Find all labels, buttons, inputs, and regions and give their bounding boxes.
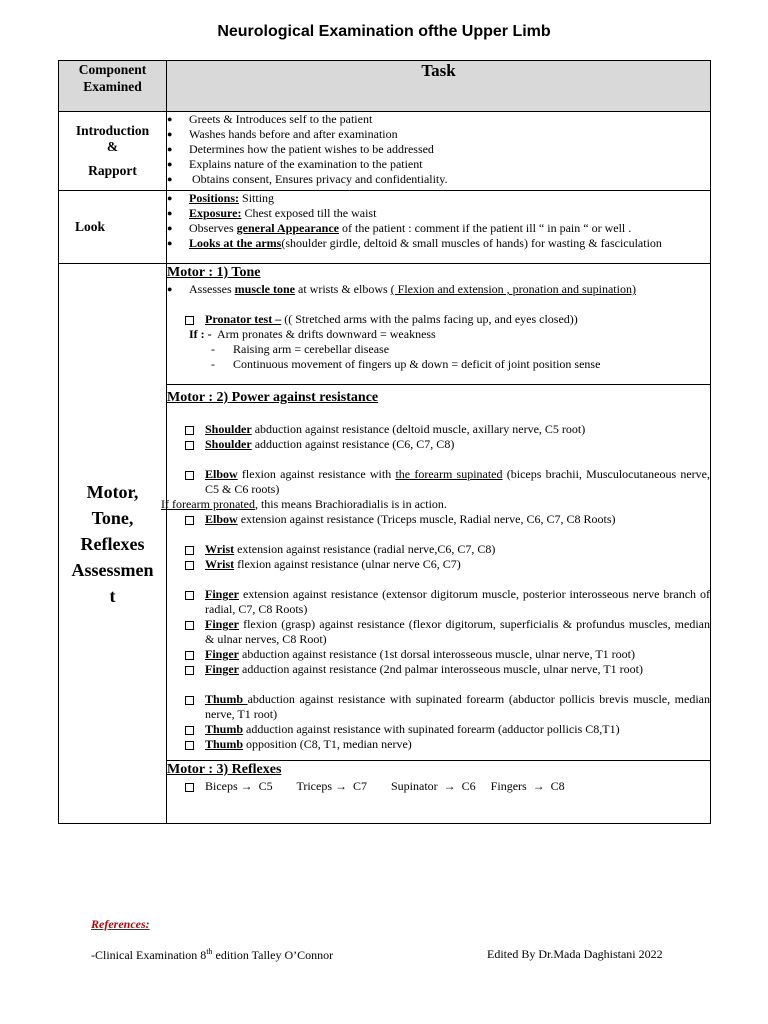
list-item [167,512,710,527]
observes-text: of the patient : comment if the patient ill “ in pain “ or well . [338,221,632,235]
shoulder-label: Shoulder [205,437,252,451]
component-header: Component Examined [59,61,167,112]
item-text: adduction against resistance (2nd palmar interosseous muscle, ulnar nerve, T1 root) [239,662,643,676]
observes-text: Observes [189,221,237,235]
list-item [167,221,710,236]
if-text: Arm pronates & drifts downward = weakness [211,327,436,341]
reflexes-section [167,761,711,824]
arms-text: (shoulder girdle, deltoid & small muscles of hands) for wasting & fasciculation [281,236,662,250]
ref-text: edition Talley O’Connor [212,948,334,962]
tone-section [167,264,711,385]
item-text: abduction against resistance (deltoid muscle, axillary nerve, C5 root) [251,422,586,436]
introduction-label [59,112,167,191]
label-line: Assessmen [71,559,154,580]
list-item: ● Explains nature of the examination to the patient [167,157,710,172]
label-line: & [106,139,119,154]
item-text: flexion (grasp) against resistance (flexor digitorum, superficialis & profundus muscles, median & ulnar nerves, C8 Root) [205,617,710,646]
label-line: Reflexes [80,533,145,554]
list-item [167,191,710,206]
list-item [167,467,710,497]
shoulder-label: Shoulder [205,422,252,436]
reflexes-heading: Motor : 3) Reflexes [167,762,282,777]
item-text: extension against resistance (Triceps muscle, Radial nerve, C6, C7, C8 Roots) [237,512,616,526]
positions-label: Positions: [189,191,240,205]
finger-label: Finger [205,617,239,631]
list-item [167,692,710,722]
list-item: - Raising arm = cerebellar disease [167,342,710,357]
list-item [167,557,710,572]
list-item [167,282,710,297]
table-row-look [59,191,711,264]
wrist-label: Wrist [205,542,235,556]
thumb-label: Thumb [205,722,244,736]
finger-label: Finger [205,587,239,601]
ref-sup: th [206,947,213,956]
list-item [167,737,710,752]
label-line: t [109,585,116,606]
list-item [167,437,710,452]
list-item: ● Greets & Introduces self to the patient [167,112,710,127]
introduction-tasks [167,112,711,191]
forearm-pronated: If forearm pronated [161,497,255,511]
list-item [167,542,710,557]
page-title: Neurological Examination ofthe Upper Limb [217,23,551,40]
positions-text: Sitting [239,191,275,205]
exposure-label: Exposure: [189,206,242,220]
list-item [167,312,710,327]
label-line: Introduction [75,123,150,138]
examination-table [58,60,711,824]
item-text: extension against resistance (radial nerve,C6, C7, C8) [234,542,496,556]
power-heading: Motor : 2) Power against resistance [167,390,379,405]
reference-citation [91,947,333,963]
item-text: flexion against resistance with [237,467,396,481]
list-item [167,422,710,437]
item-text: abduction against resistance with supinated forearm (abductor pollicis brevis muscle, median nerve, T1 root) [205,692,710,721]
wrist-label: Wrist [205,557,235,571]
task-header: Task [167,61,711,112]
list-item [167,722,710,737]
item-text: , this means Brachioradialis is in action. [254,497,447,511]
if-label: If : - [189,327,212,341]
finger-label: Finger [205,647,239,661]
look-label: Look [59,191,167,264]
elbow-label: Elbow [205,512,238,526]
list-item: ● Determines how the patient wishes to be addressed [167,142,710,157]
assess-text: Assesses [189,282,235,296]
item-text: opposition (C8, T1, median nerve) [243,737,412,751]
list-item [167,617,710,647]
ref-text: -Clinical Examination 8 [91,948,207,962]
thumb-label: Thumb [205,692,248,706]
item-text: adduction against resistance with supinated forearm (adductor pollicis C8,T1) [243,722,620,736]
finger-label: Finger [205,662,239,676]
assess-text: at wrists & elbows [295,282,391,296]
list-item: ● Obtains consent, Ensures privacy and confidentiality. [167,172,710,187]
forearm-supinated: the forearm supinated [395,467,503,481]
list-item [167,647,710,662]
list-item [167,662,710,677]
thumb-label: Thumb [205,737,244,751]
muscle-tone: muscle tone [234,282,295,296]
item-text: adduction against resistance (C6, C7, C8) [251,437,455,451]
look-tasks [167,191,711,264]
list-item [167,236,710,251]
table-header-row [59,61,711,112]
label-line: Rapport [88,163,137,178]
tone-heading: Motor : 1) Tone [167,265,261,280]
reflexes-line: Biceps → C5 Triceps → C7 Supinator → C6 Fingers → C8 [167,779,710,794]
table-row-introduction [59,112,711,191]
item-text: abduction against resistance (1st dorsal interosseous muscle, ulnar nerve, T1 root) [239,647,636,661]
elbow-label: Elbow [205,467,238,481]
arms-label: Looks at the arms [189,236,282,250]
if-line [167,327,710,342]
table-row-tone [59,264,711,385]
forearm-note [161,497,710,512]
list-item [167,206,710,221]
item-text: extension against resistance (extensor digitorum muscle, posterior interosseous nerve branch of radial, C7, C8 Roots) [205,587,710,616]
motor-label [59,264,167,824]
assess-movements: ( Flexion and extension , pronation and supination) [390,282,636,296]
exposure-text: Chest exposed till the waist [241,206,377,220]
list-item: ● Washes hands before and after examination [167,127,710,142]
list-item [167,587,710,617]
general-appearance: general Appearance [236,221,339,235]
pronator-text: (( Stretched arms with the palms facing up, and eyes closed)) [281,312,578,326]
pronator-label: Pronator test – [205,312,282,326]
edited-by: Edited By Dr.Mada Daghistani 2022 [487,947,663,961]
power-section [161,385,711,761]
list-item: - Continuous movement of fingers up & down = deficit of joint position sense [167,357,710,372]
item-text: (biceps brachii, Musculocutaneous nerve, C5 & C6 roots) [205,467,711,496]
label-line: Motor, [86,481,139,502]
references-label: References: [91,917,150,931]
label-line: Tone, [91,507,134,528]
item-text: flexion against resistance (ulnar nerve C6, C7) [234,557,461,571]
